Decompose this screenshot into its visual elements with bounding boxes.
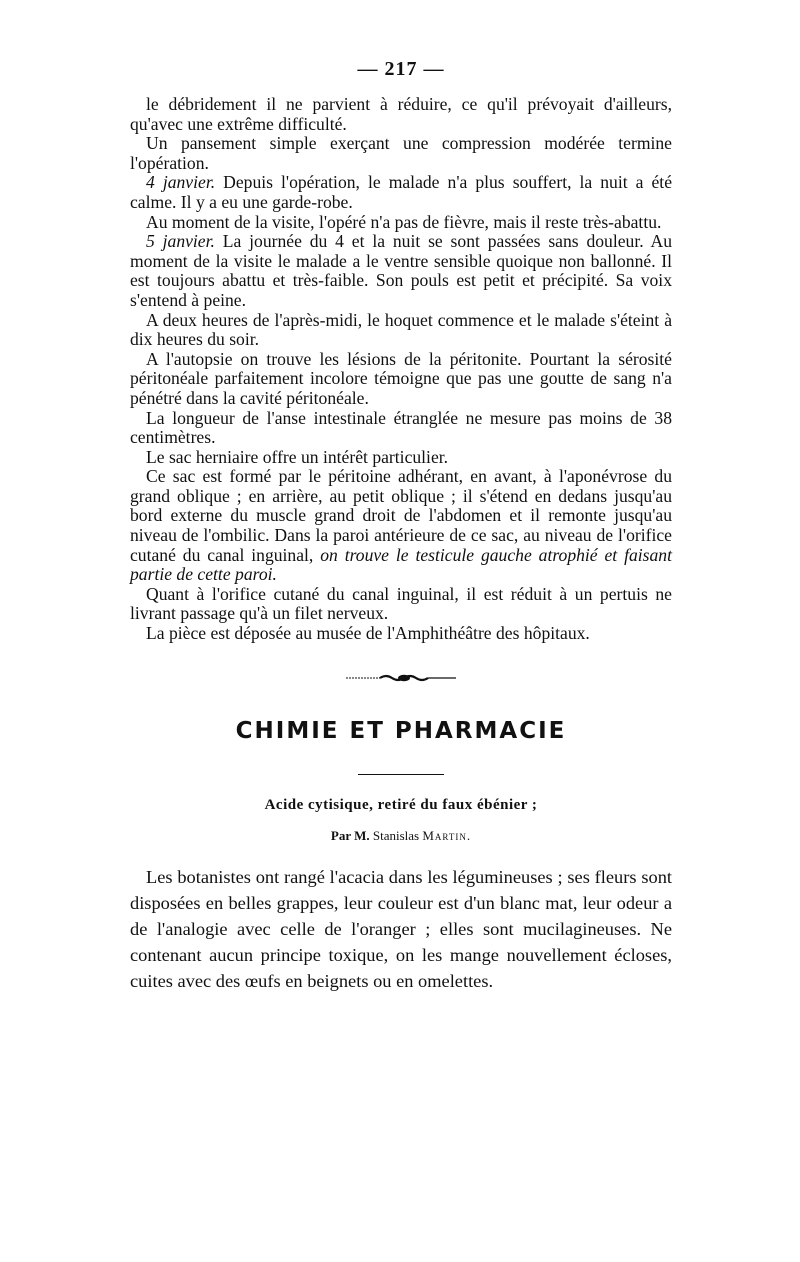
book-page bbox=[130, 58, 672, 994]
emphasized-text: on trouve le testicule gauche atrophié et faisant partie de cette paroi. bbox=[130, 544, 672, 585]
paragraph: Au moment de la visite, l'opéré n'a pas de fièvre, mais il reste très-abattu. bbox=[146, 211, 662, 232]
paragraph: Quant à l'orifice cutané du canal inguinal, il est réduit à un pertuis ne livrant passage qu'à un filet nerveux. bbox=[130, 583, 672, 624]
paragraph: La longueur de l'anse intestinale étranglée ne mesure pas moins de 38 centimètres. bbox=[130, 407, 672, 448]
section-title: CHIMIE ET PHARMACIE bbox=[235, 717, 567, 744]
byline bbox=[130, 828, 672, 844]
title-rule bbox=[358, 774, 444, 775]
paragraph: Les botanistes ont rangé l'acacia dans les légumineuses ; ses fleurs sont disposées en belles grappes, leur couleur est d'un blanc mat, leur odeur a de l'analogie avec celle de l'oranger ; elles sont mucilagineuses. Ne contenant aucun principe toxique, on les mange nouvellement écloses, cuites avec des œufs en beignets ou en omelettes. bbox=[130, 866, 672, 991]
article-title: Acide cytisique, retiré du faux ébénier ; bbox=[264, 796, 538, 813]
date-label: 5 janvier. bbox=[146, 231, 215, 252]
author-first-name: Stanislas bbox=[372, 827, 420, 843]
date-label: 4 janvier. bbox=[146, 172, 216, 193]
section-ornament bbox=[346, 672, 456, 684]
paragraph: Un pansement simple exerçant une compression modérée termine l'opération. bbox=[130, 133, 672, 173]
paragraph: A deux heures de l'après-midi, le hoquet commence et le malade s'éteint à dix heures du soir. bbox=[130, 309, 672, 350]
paragraph: le débridement il ne parvient à réduire, ce qu'il prévoyait d'ailleurs, qu'avec une extrême difficulté. bbox=[130, 94, 672, 134]
page-number: — 217 — bbox=[357, 58, 445, 80]
paragraph: 5 janvier. La journée du 4 et la nuit se sont passées sans douleur. Au moment de la visite le malade a le ventre sensible quoique non ballonné. Il est toujours abattu et très-faible. Son pouls est petit et précipité. Sa voix s'entend à peine. bbox=[130, 231, 672, 310]
paragraph: A l'autopsie on trouve les lésions de la péritonite. Pourtant la sérosité péritonéale parfaitement incolore témoigne que pas une goutte de sang n'a pénétré dans la cavité péritonéale. bbox=[130, 348, 672, 408]
case-report-text bbox=[130, 95, 672, 644]
byline-prefix: Par M. bbox=[330, 827, 370, 843]
paragraph: Ce sac est formé par le péritoine adhérant, en avant, à l'aponévrose du grand oblique ; en arrière, au petit oblique ; il s'étend en dedans jusqu'au bord externe du muscle grand droit de l'abdomen et il remonte jusqu'au niveau de l'ombilic. Dans la paroi antérieure de ce sac, au niveau de l'orifice cutané du canal inguinal, on trouve le testicule gauche atrophié et faisant partie de cette paroi. bbox=[130, 466, 672, 585]
author-last-name: Martin. bbox=[422, 827, 472, 843]
paragraph: La pièce est déposée au musée de l'Amphithéâtre des hôpitaux. bbox=[146, 623, 590, 644]
paragraph: 4 janvier. Depuis l'opération, le malade n'a plus souffert, la nuit a été calme. Il y a eu une garde-robe. bbox=[130, 172, 672, 212]
paragraph: Le sac herniaire offre un intérêt particulier. bbox=[146, 446, 449, 467]
article-text bbox=[130, 864, 672, 994]
